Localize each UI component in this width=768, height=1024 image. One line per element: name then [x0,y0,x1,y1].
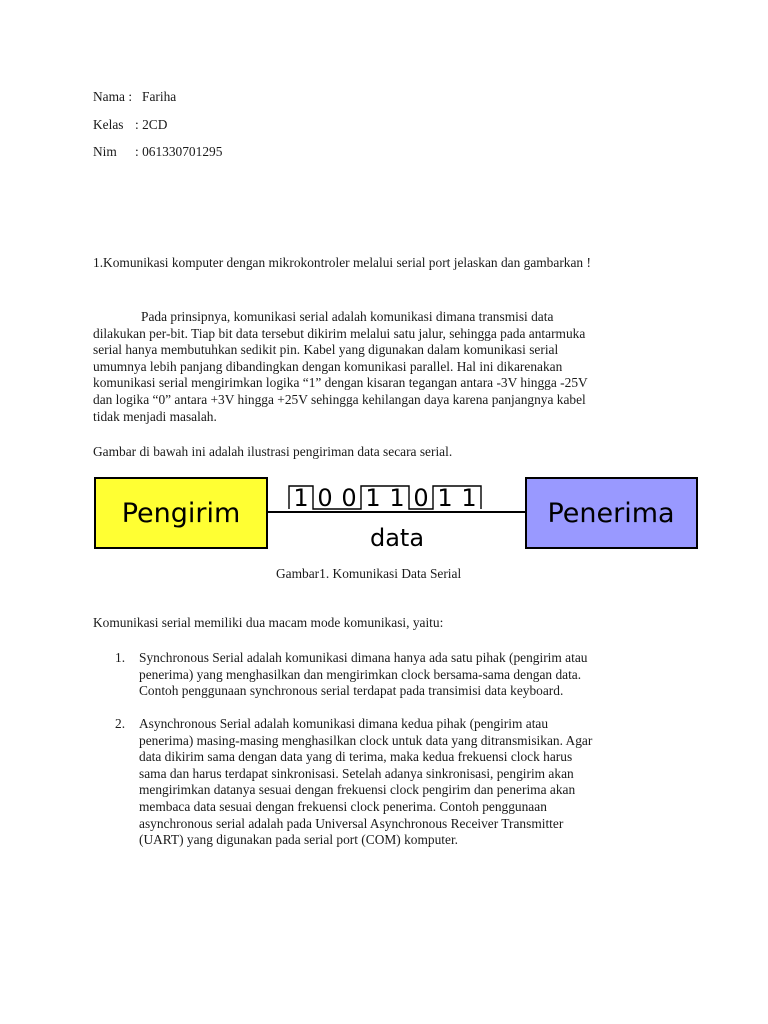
list-line: membaca data sesuai dengan frekuensi clock penerima. Contoh penggunaan [139,798,547,814]
bit-label: 1 [437,484,453,512]
list-line: asynchronous serial adalah pada Universal Asynchronous Receiver Transmitter [139,815,564,831]
nama-value: Fariha [142,89,177,104]
intro-line: serial hanya membutuhkan sedikit pin. Kabel yang digunakan dalam komunikasi serial [93,342,559,358]
receiver-label: Penerima [547,498,675,529]
list-line: penerima) masing-masing menghasilkan clock untuk data yang ditransmisikan. Agar [139,732,593,748]
data-label: data [369,524,425,552]
bit-label: 1 [365,484,381,512]
kelas-value: : 2CD [135,117,168,132]
list-item-text [139,716,699,849]
intro-line: komunikasi serial mengirimkan logika “1” dengan kisaran tegangan antara -3V hingga -25V [93,375,588,391]
serial-diagram [93,476,699,554]
list-number: 2. [115,716,126,731]
list-line: data dikirim sama dengan data yang di terima, maka kedua frekuensi clock harus [139,749,573,765]
list-line: Synchronous Serial adalah komunikasi dimana hanya ada satu pihak (pengirim atau [139,650,588,665]
bit-label: 0 [317,484,333,512]
bit-label: 1 [293,484,309,512]
sender-label: Pengirim [121,498,241,529]
intro-line: Pada prinsipnya, komunikasi serial adalah komunikasi dimana transmisi data [141,309,554,324]
figure-intro: Gambar di bawah ini adalah ilustrasi pengiriman data secara serial. [93,444,453,459]
list-line: (UART) yang digunakan pada serial port (COM) komputer. [139,832,459,848]
nim-label: Nim [93,144,117,159]
intro-line: umumnya lebih panjang dibandingkan dengan komunikasi parallel. Hal ini dikarenakan [93,358,563,374]
modes-intro: Komunikasi serial memiliki dua macam mode komunikasi, yaitu: [93,615,444,630]
list-line: penerima) yang menghasilkan dan mengirimkan clock bersama-sama dengan data. [139,666,582,682]
question-heading: 1.Komunikasi komputer dengan mikrokontroler melalui serial port jelaskan dan gambarkan ! [93,255,591,270]
bit-label: 1 [389,484,405,512]
bit-label: 0 [341,484,357,512]
nama-label: Nama : [93,89,133,104]
intro-line: dan logika “0” antara +3V hingga +25V sehingga kehilangan daya karena panjangnya kabel [93,391,586,407]
nim-value: : 061330701295 [135,144,223,159]
bit-label: 1 [461,484,477,512]
intro-paragraph [93,309,683,425]
list-item-text [139,650,699,700]
figure-caption: Gambar1. Komunikasi Data Serial [276,566,462,581]
list-line: sama dan harus terdapat sinkronisasi. Setelah adanya sinkronisasi, pengirim akan [139,765,574,781]
list-line: mengirimkan datanya sesuai dengan frekuensi clock pengirim dan penerima akan [139,782,576,798]
list-line: Contoh penggunaan synchronous serial terdapat pada transimisi data keyboard. [139,683,564,699]
kelas-label: Kelas [93,117,124,132]
intro-line: dilakukan per-bit. Tiap bit data tersebut dikirim melalui satu jalur, sehingga pada antarmuka [93,325,586,341]
bit-label: 0 [413,484,429,512]
bit-labels [293,484,476,512]
list-line: Asynchronous Serial adalah komunikasi dimana kedua pihak (pengirim atau [139,716,549,731]
intro-line: tidak menjadi masalah. [93,408,217,424]
list-number: 1. [115,650,126,665]
